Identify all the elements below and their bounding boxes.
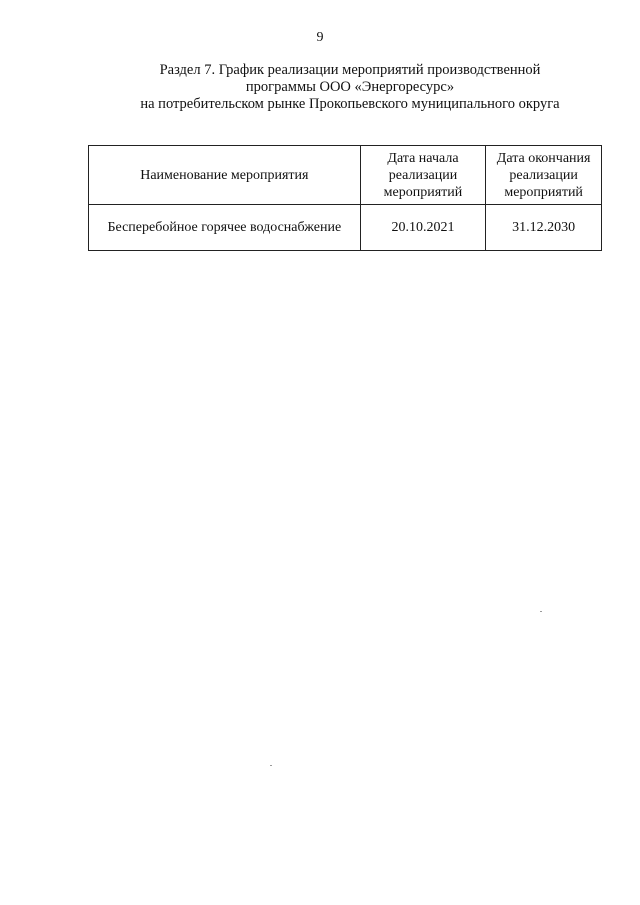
header-start-date: Дата начала реализации мероприятий — [360, 146, 486, 205]
cell-start-date: 20.10.2021 — [360, 205, 486, 251]
table-header-row — [89, 146, 602, 205]
header-activity-name: Наименование мероприятия — [89, 146, 361, 205]
scan-speck — [270, 765, 272, 766]
section-title-line-2: программы ООО «Энергоресурс» — [245, 79, 455, 95]
scan-speck — [540, 611, 542, 612]
schedule-table — [88, 145, 602, 251]
section-title — [100, 62, 600, 113]
page-number: 9 — [316, 30, 324, 45]
cell-activity-name: Бесперебойное горячее водоснабжение — [89, 205, 361, 251]
header-end-date: Дата окончания реализации мероприятий — [486, 146, 602, 205]
cell-end-date: 31.12.2030 — [486, 205, 602, 251]
section-title-line-3: на потребительском рынке Прокопьевского муниципального округа — [140, 96, 560, 112]
table-row — [89, 205, 602, 251]
section-title-line-1: Раздел 7. График реализации мероприятий производственной — [159, 62, 541, 78]
